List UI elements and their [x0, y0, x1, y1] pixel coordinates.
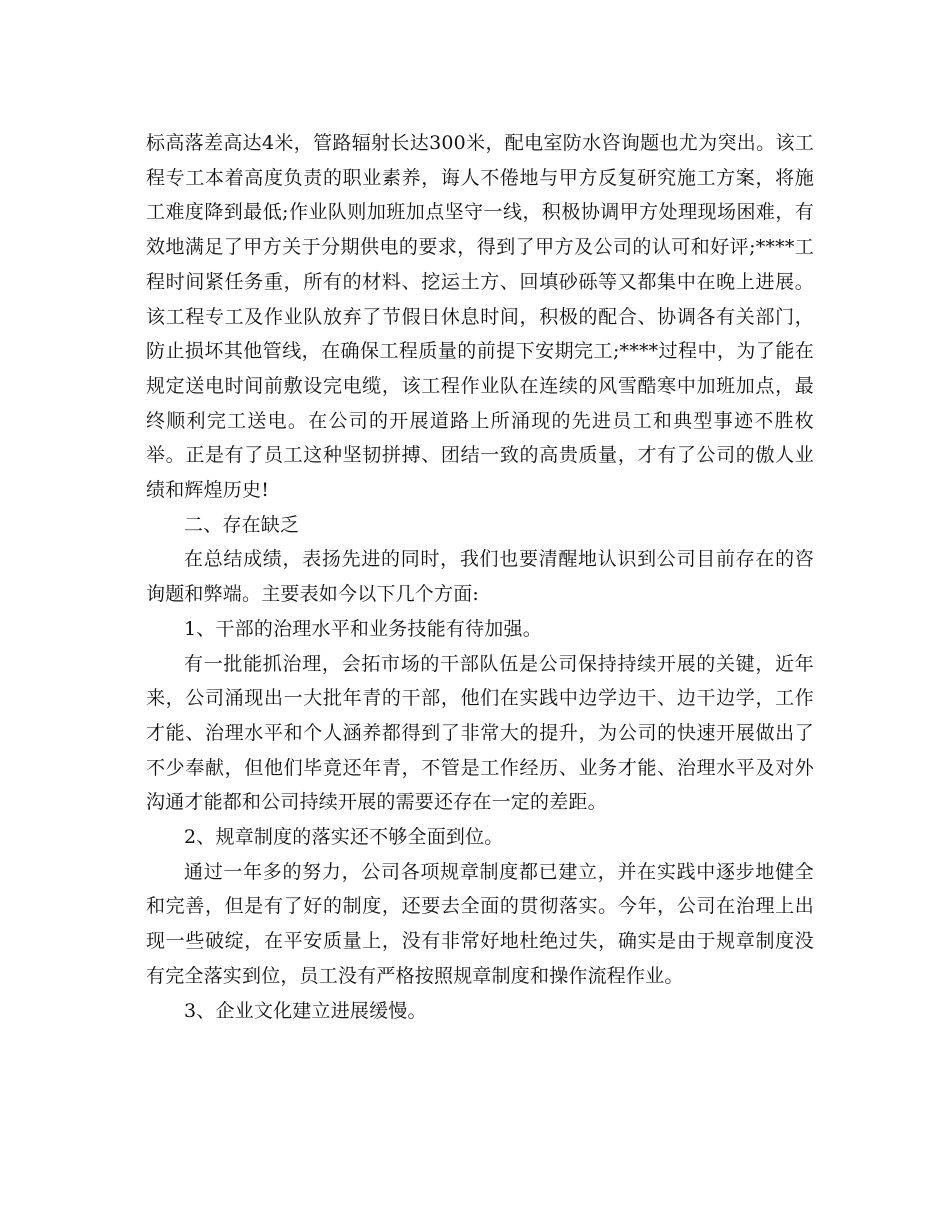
- document-body: [146, 126, 814, 1028]
- paragraph-achievements-continued: 标高落差高达4米，管路辐射长达300米，配电室防水咨询题也尤为突出。该工程专工本着高度负责的职业素养，诲人不倦地与甲方反复研究施工方案，将施工难度降到最低;作业队则加班加点坚守一线，积极协调甲方处理现场困难，有效地满足了甲方关于分期供电的要求，得到了甲方及公司的认可和好评;****工程时间紧任务重，所有的材料、挖运土方、回填砂砾等又都集中在晚上进展。该工程专工及作业队放弃了节假日休息时间，积极的配合、协调各有关部门，防止损坏其他管线，在确保工程质量的前提下安期完工;****过程中，为了能在规定送电时间前敷设完电缆，该工程作业队在连续的风雪酷寒中加班加点，最终顺利完工送电。在公司的开展道路上所涌现的先进员工和典型事迹不胜枚举。正是有了员工这种坚韧拼搏、团结一致的高贵质量，才有了公司的傲人业绩和辉煌历史!: [146, 132, 814, 502]
- section-heading-shortcomings: 二、存在缺乏: [184, 513, 300, 536]
- subheading-corporate-culture: 3、企业文化建立进展缓慢。: [184, 999, 427, 1022]
- paragraph-regulations: 通过一年多的努力，公司各项规章制度都已建立，并在实践中逐步地健全和完善，但是有了好的制度，还要去全面的贯彻落实。今年，公司在治理上出现一些破绽，在平安质量上，没有非常好地杜绝过失，确实是由于规章制度没有完全落实到位，员工没有严格按照规章制度和操作流程作业。: [146, 860, 814, 987]
- subheading-cadre-skills: 1、干部的治理水平和业务技能有待加强。: [184, 617, 542, 640]
- subheading-regulations: 2、规章制度的落实还不够全面到位。: [184, 826, 504, 849]
- paragraph-shortcomings-intro: 在总结成绩，表扬先进的同时，我们也要清醒地认识到公司目前存在的咨询题和弊端。主要表如今以下几个方面:: [146, 548, 814, 606]
- paragraph-cadre-skills: 有一批能抓治理，会拓市场的干部队伍是公司保持持续开展的关键，近年来，公司涌现出一大批年青的干部，他们在实践中边学边干、边干边学，工作才能、治理水平和个人涵养都得到了非常大的提升，为公司的快速开展做出了不少奉献，但他们毕竟还年青，不管是工作经历、业务才能、治理水平及对外沟通才能都和公司持续开展的需要还存在一定的差距。: [146, 652, 814, 814]
